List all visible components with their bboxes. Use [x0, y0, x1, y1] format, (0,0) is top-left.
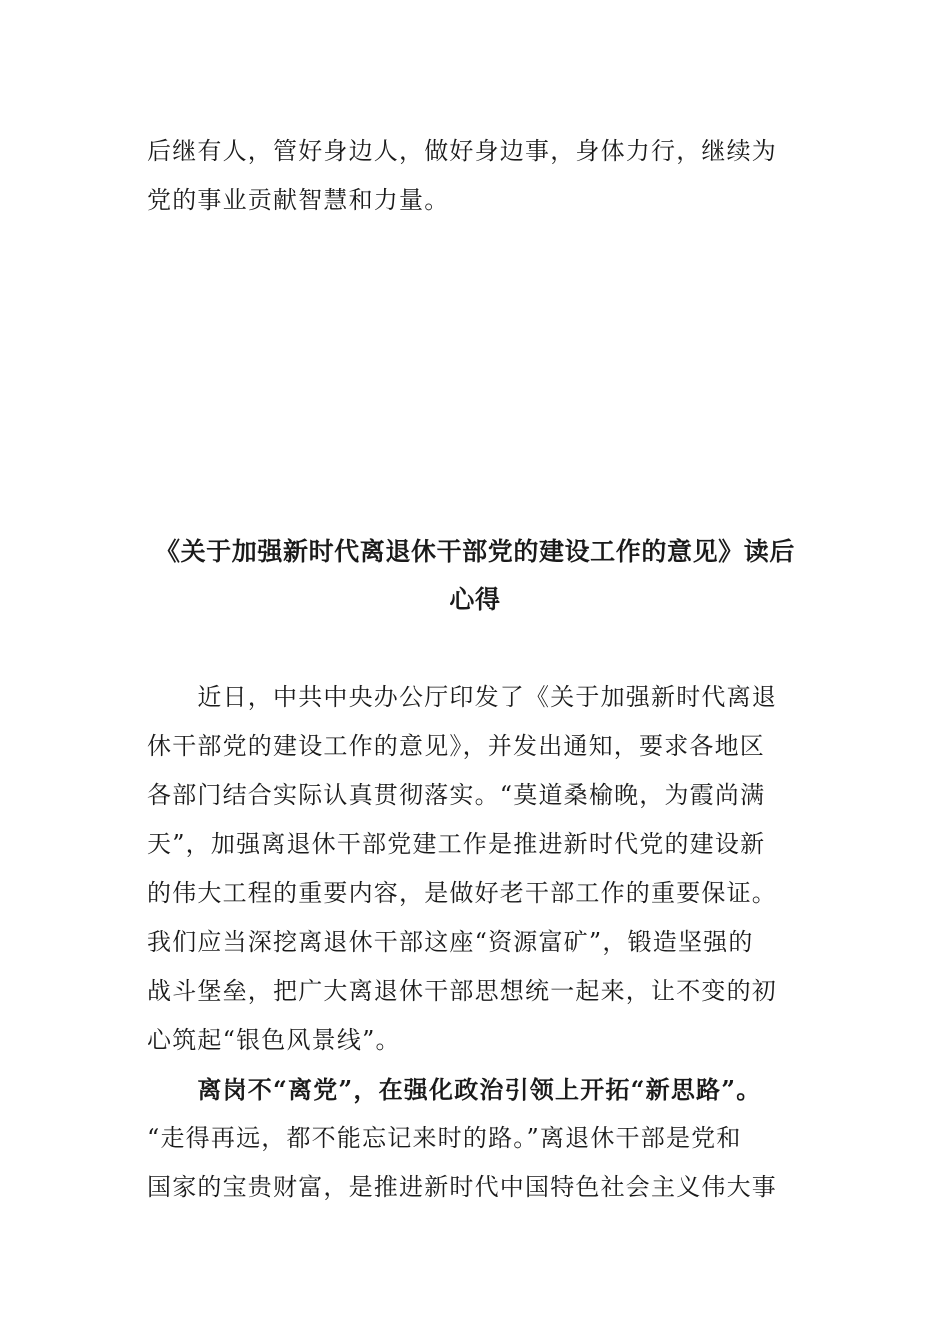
text-line: 各部门结合实际认真贯彻落实。“莫道桑榆晚，为霞尚满 — [147, 781, 766, 809]
text-line: 后继有人，管好身边人，做好身边事，身体力行，继续为 — [147, 137, 777, 165]
text-line: 休干部党的建设工作的意见》，并发出通知，要求各地区 — [147, 732, 765, 760]
previous-section-text — [147, 127, 787, 225]
text-line: 心筑起“银色风景线”。 — [147, 1026, 401, 1054]
article-body — [147, 673, 787, 1212]
text-line: 天”，加强离退休干部党建工作是推进新时代党的建设新 — [147, 830, 766, 858]
text-line: 战斗堡垒，把广大离退休干部思想统一起来，让不变的初 — [147, 977, 777, 1005]
text-line: “走得再远，都不能忘记来时的路。”离退休干部是党和 — [147, 1124, 742, 1152]
text-line: 的伟大工程的重要内容，是做好老干部工作的重要保证。 — [147, 879, 777, 907]
text-line: 我们应当深挖离退休干部这座“资源富矿”，锻造坚强的 — [147, 928, 754, 956]
text-line: 近日，中共中央办公厅印发了《关于加强新时代离退 — [147, 683, 777, 711]
title-line: 《关于加强新时代离退休干部党的建设工作的意见》读后 — [154, 537, 795, 566]
text-line: 国家的宝贵财富，是推进新时代中国特色社会主义伟大事 — [147, 1173, 777, 1201]
text-line: 党的事业贡献智慧和力量。 — [147, 186, 450, 214]
article-title — [120, 528, 830, 624]
title-line: 心得 — [449, 585, 501, 614]
section-heading: 离岗不“离党”，在强化政治引领上开拓“新思路”。 — [147, 1075, 762, 1104]
